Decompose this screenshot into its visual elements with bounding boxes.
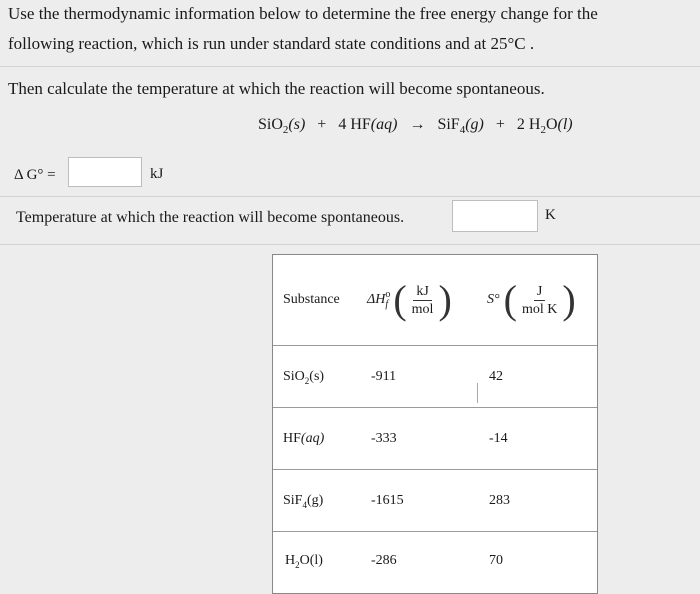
- table-cell-enthalpy: -333: [371, 431, 397, 446]
- unit-numerator: J: [534, 283, 545, 301]
- phase: (g): [306, 493, 324, 508]
- reaction-equation: [258, 116, 573, 136]
- product-h2o: 2 H: [516, 116, 541, 133]
- delta-h-scripts: [385, 290, 390, 310]
- header-enthalpy: [367, 255, 452, 345]
- subscript: 4: [459, 124, 466, 137]
- table-cell-entropy: 283: [489, 493, 510, 508]
- instruction-line-3: Then calculate the temperature at which the reaction will become spontaneous.: [8, 79, 545, 98]
- enthalpy-unit: [409, 283, 437, 318]
- plus-sign: +: [317, 116, 327, 133]
- entropy-symbol: S°: [487, 292, 500, 307]
- subscript: 2: [295, 559, 300, 570]
- divider: [0, 244, 700, 245]
- substance-name: SiO: [283, 369, 305, 384]
- tick-mark: [477, 383, 478, 403]
- instruction-line-2: following reaction, which is run under standard state conditions and at 25°C .: [8, 34, 535, 53]
- product-h2o-o: O: [545, 116, 558, 133]
- table-row-substance: [285, 553, 323, 570]
- delta-h-sup: o: [385, 289, 391, 300]
- table-row-substance: [283, 493, 323, 510]
- phase: (s): [309, 369, 325, 384]
- temperature-label: Temperature at which the reaction will become spontaneous.: [16, 209, 405, 226]
- phase: (aq): [300, 431, 325, 446]
- divider: [0, 196, 700, 197]
- right-paren: ): [438, 277, 452, 322]
- phase-label: (s): [288, 116, 306, 133]
- right-paren: ): [562, 277, 576, 322]
- table-row-substance: [283, 369, 324, 386]
- substance-name: H: [285, 553, 296, 568]
- unit-denominator: mol: [411, 301, 434, 317]
- instruction-line-1: Use the thermodynamic information below to determine the free energy change for the: [8, 4, 598, 23]
- delta-g-input[interactable]: [68, 157, 142, 187]
- left-paren: (: [393, 277, 407, 322]
- reaction-arrow: →: [409, 116, 426, 133]
- left-paren: (: [503, 277, 517, 322]
- subscript: 4: [302, 499, 307, 510]
- delta-h-symbol: ΔH: [367, 292, 386, 307]
- subscript: 2: [540, 124, 546, 137]
- entropy-unit: [519, 283, 560, 318]
- reactant-hf: 4 HF: [338, 116, 371, 133]
- subscript: 2: [304, 375, 310, 386]
- phase-label: (aq): [370, 116, 398, 133]
- delta-g-unit: kJ: [150, 166, 164, 182]
- table-divider: [273, 345, 597, 346]
- header-entropy: [487, 255, 576, 345]
- subscript: 2: [282, 124, 289, 137]
- header-substance: Substance: [283, 292, 340, 307]
- plus-sign: +: [495, 116, 505, 133]
- table-divider: [273, 531, 597, 532]
- thermo-data-table: [272, 254, 598, 594]
- product-sif4: SiF: [437, 116, 460, 133]
- phase: O(l): [299, 553, 323, 568]
- substance-name: SiF: [283, 493, 303, 508]
- table-row-substance: [283, 431, 324, 447]
- delta-h-sub: f: [385, 299, 389, 310]
- divider: [0, 66, 700, 67]
- temperature-input[interactable]: [452, 200, 538, 232]
- table-cell-enthalpy: -911: [371, 369, 397, 384]
- temperature-unit: K: [545, 207, 556, 223]
- table-cell-entropy: 70: [489, 553, 503, 568]
- substance-name: HF: [283, 431, 301, 446]
- table-divider: [273, 469, 597, 470]
- unit-numerator: kJ: [413, 283, 431, 301]
- reactant-sio2: SiO: [258, 116, 283, 133]
- table-cell-enthalpy: -286: [371, 553, 397, 568]
- phase-label: (g): [465, 116, 484, 133]
- table-cell-enthalpy: -1615: [371, 493, 404, 508]
- table-cell-entropy: 42: [489, 369, 503, 384]
- phase-label: (l): [557, 116, 573, 133]
- delta-g-label: Δ G° =: [14, 167, 56, 183]
- table-cell-entropy: -14: [489, 431, 508, 446]
- table-divider: [273, 407, 597, 408]
- unit-denominator: mol K: [521, 301, 558, 317]
